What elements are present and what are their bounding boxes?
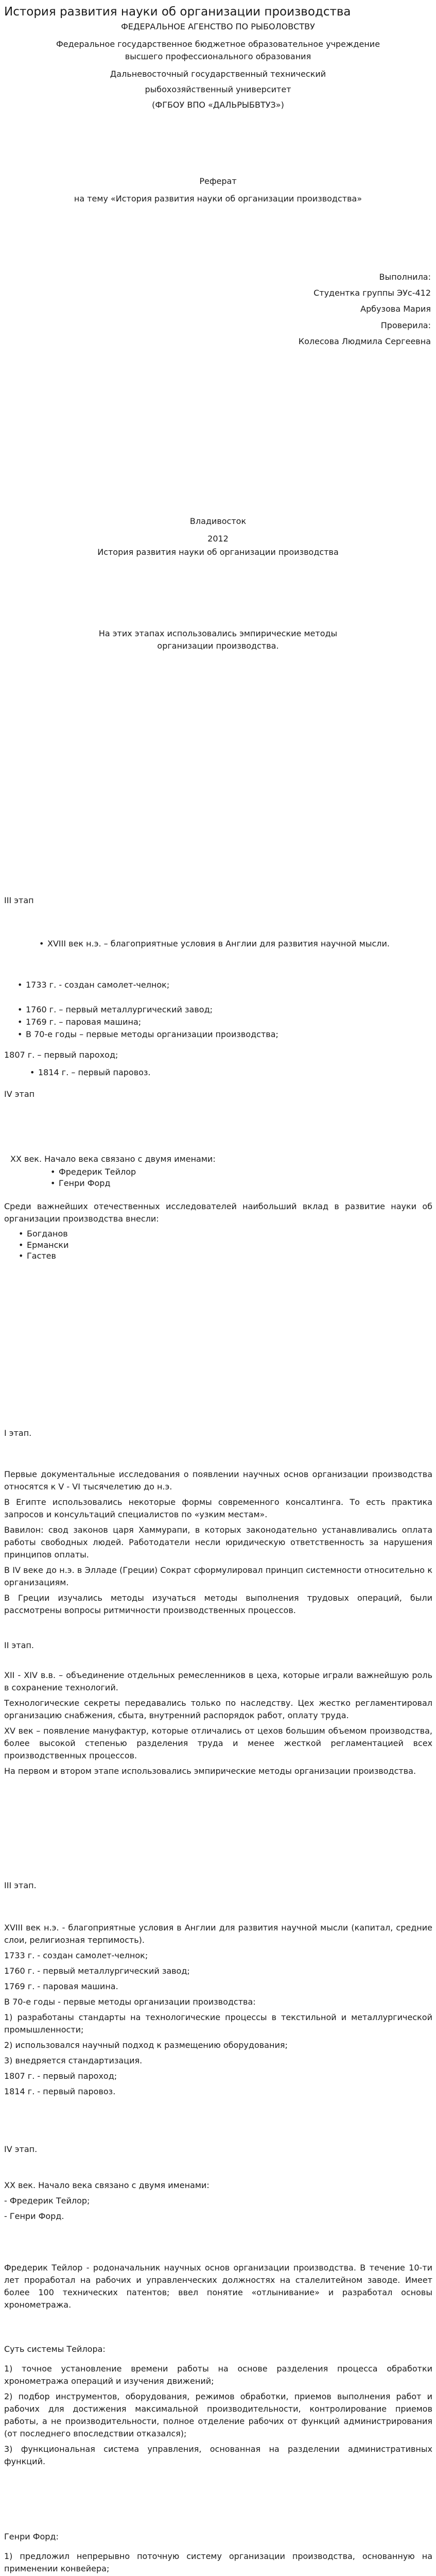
paragraph: - Генри Форд. bbox=[4, 2211, 64, 2221]
stage-3-heading: III этап. bbox=[4, 1880, 37, 1890]
outline-1807: 1807 г. – первый пароход; bbox=[4, 1050, 118, 1060]
stage-4-intro bbox=[4, 2179, 432, 2226]
signature-line: Выполнила: bbox=[379, 272, 431, 282]
agency-line: ФЕДЕРАЛЬНОЕ АГЕНСТВО ПО РЫБОЛОВСТВУ bbox=[121, 22, 315, 31]
paragraph: XVIII век н.э. - благоприятные условия в Англии для развития научной мысли (капитал, средние слои, религиозная терпимость). bbox=[4, 1923, 432, 1945]
paragraph: В Египте использовались некоторые формы современного консалтинга. То есть практика запросов и консультаций специалистов по «узким местам». bbox=[4, 1497, 432, 1519]
paragraph: XX век. Начало века связано с двумя именами: bbox=[4, 2180, 210, 2190]
institution-line: высшего профессионального образования bbox=[125, 52, 311, 61]
paragraph: 1807 г. - первый пароход; bbox=[4, 2071, 117, 2081]
outline-names-list bbox=[47, 1166, 408, 1189]
paragraph: - Фредерик Тейлор; bbox=[4, 2196, 90, 2206]
header-block bbox=[0, 21, 436, 111]
stage-4-heading: IV этап. bbox=[4, 2144, 38, 2154]
list-item: • 1733 г. - создан самолет-челнок; bbox=[26, 979, 426, 991]
paragraph: Первые документальные исследования о появлении научных основ организации производства относятся к V - VI тысячелетию до н.э. bbox=[4, 1469, 432, 1492]
list-item: • Генри Форд bbox=[59, 1178, 408, 1189]
stage-1-section bbox=[4, 1468, 432, 1620]
outline-researchers-list bbox=[15, 1228, 376, 1262]
list-item: • 1760 г. – первый металлургический завод; bbox=[26, 1004, 426, 1016]
signature-line: Колесова Людмила Сергеевна bbox=[298, 336, 431, 346]
stage-2-heading: II этап. bbox=[4, 1640, 34, 1650]
paragraph: 1) предложил непрерывно поточную систему организации производства, основанную на применении конвейера; bbox=[4, 2551, 432, 2573]
paragraph: Суть системы Тейлора: bbox=[4, 2344, 106, 2354]
year: 2012 bbox=[207, 534, 229, 544]
university-abbr: (ФГБОУ ВПО «ДАЛЬРЫБВТУЗ») bbox=[152, 100, 284, 110]
ford-section bbox=[4, 2531, 432, 2576]
outline-list-1814 bbox=[27, 1066, 428, 1079]
paragraph: 1) точное установление времени работы на основе разделения процесса обработки хронометража операций и изучения движений; bbox=[4, 2364, 432, 2386]
paragraph: 2) использовался научный подход к размещению оборудования; bbox=[4, 2040, 288, 2050]
signature-block bbox=[173, 269, 431, 349]
paragraph: На первом и втором этапе использовались эмпирические методы организации производства. bbox=[4, 1766, 416, 1776]
outline-stage3-list bbox=[36, 938, 432, 950]
paragraph: В IV веке до н.э. в Элладе (Греции) Сократ сформулировал принцип системности относительно к организациям. bbox=[4, 1565, 432, 1587]
paragraph: 1814 г. - первый паровоз. bbox=[4, 2087, 116, 2096]
list-item: • 1814 г. – первый паровоз. bbox=[38, 1066, 428, 1079]
referat-label: Реферат bbox=[199, 176, 237, 186]
paragraph: 2) подбор инструментов, оборудования, режимов обработки, приемов выполнения работ и рабочих для достижения максимальной производительности, контролирование приемов работы, а не производительности, полное отделение рабочих от функций администрирования (от последнего впоследствии отказался); bbox=[4, 2392, 432, 2438]
paragraph: В 70-е годы - первые методы организации производства: bbox=[4, 1997, 256, 2007]
city: Владивосток bbox=[189, 516, 247, 526]
outline-list-1733 bbox=[14, 979, 426, 991]
university-line: Дальневосточный государственный технический bbox=[110, 69, 326, 79]
outline-xx-head: XX век. Начало века связано с двумя именами: bbox=[10, 1154, 216, 1164]
paragraph: В Греции изучались методы изучаться методы выполнения трудовых операций, были рассмотрены вопросы ритмичности производственных процессов. bbox=[4, 1593, 432, 1615]
paragraph: XV век – появление мануфактур, которые отличались от цехов большим объемом производства, более высокой степенью разделения труда и менее жесткой регламентацией всех производственных процессов. bbox=[4, 1726, 432, 1760]
stage-2-section bbox=[4, 1669, 432, 1781]
document-subtitle: История развития науки об организации производства bbox=[97, 547, 339, 557]
list-item: • XVIII век н.э. – благоприятные условия в Англии для развития научной мысли. bbox=[47, 938, 432, 950]
outline-researchers-head: Среди важнейших отечественных исследователей наибольший вклад в развитие науки об организации производства внесли: bbox=[4, 1201, 432, 1224]
paragraph: 1769 г. - паровая машина. bbox=[4, 1981, 118, 1991]
paragraph: 1) разработаны стандарты на технологические процессы в текстильной и металлургической промышленности; bbox=[4, 2012, 432, 2035]
referat-topic: на тему «История развития науки об организации производства» bbox=[74, 194, 362, 204]
signature-line: Студентка группы ЭУс-412 bbox=[313, 288, 431, 298]
paragraph: XII - XIV в.в. – объединение отдельных ремесленников в цеха, которые играли важнейшую роль в сохранение технологий. bbox=[4, 1670, 432, 1692]
signature-line: Проверила: bbox=[380, 320, 431, 330]
stage-3-section bbox=[4, 1922, 432, 2101]
list-item: • Ермански bbox=[27, 1240, 376, 1251]
paragraph: 1760 г. - первый металлургический завод; bbox=[4, 1966, 190, 1976]
list-item: • Богданов bbox=[27, 1228, 376, 1240]
outline-list-industry bbox=[14, 1004, 426, 1041]
institution-line: Федеральное государственное бюджетное образовательное учреждение bbox=[56, 39, 380, 49]
paragraph: 3) функциональная система управления, основанная на разделении административных функций. bbox=[4, 2444, 432, 2466]
intro-paragraph: На этих этапах использовались эмпирические методы организации производства. bbox=[98, 629, 338, 651]
list-item: • Гастев bbox=[27, 1250, 376, 1262]
paragraph: 1733 г. - создан самолет-челнок; bbox=[4, 1951, 148, 1960]
list-item: • В 70-е годы – первые методы организации производства; bbox=[26, 1028, 426, 1041]
list-item: • 1769 г. – паровая машина; bbox=[26, 1016, 426, 1028]
outline-stage-4: IV этап bbox=[4, 1089, 35, 1099]
paragraph: Генри Форд: bbox=[4, 2532, 59, 2541]
university-line: рыбохозяйственный университет bbox=[145, 84, 291, 94]
taylor-paragraph: Фредерик Тейлор - родоначальник научных основ организации производства. В течение 10-ти лет проработал на рабочих и управленческих должностях на сталелитейном заводе. Имеет более 100 технических патентов; ввел понятие «отлынивание» и разработал основы хронометража. bbox=[4, 2263, 432, 2310]
paragraph: Технологические секреты передавались только по наследству. Цех жестко регламентировал организацию снабжения, сбыта, внутренний распорядок работ, оплату труда. bbox=[4, 1698, 432, 1720]
taylor-system bbox=[4, 2343, 432, 2471]
outline-stage-3: III этап bbox=[4, 895, 34, 905]
paragraph: 3) внедряется стандартизация. bbox=[4, 2056, 143, 2065]
paragraph: Вавилон: свод законов царя Хаммурапи, в которых законодательно устанавливались оплата работы свободных людей. Работодатели несли юридическую ответственность за нарушения принципов оплаты. bbox=[4, 1525, 432, 1560]
document-title: История развития науки об организации производства bbox=[4, 5, 351, 19]
signature-line: Арбузова Мария bbox=[360, 304, 431, 314]
stage-1-heading: I этап. bbox=[4, 1428, 32, 1438]
list-item: • Фредерик Тейлор bbox=[59, 1166, 408, 1178]
